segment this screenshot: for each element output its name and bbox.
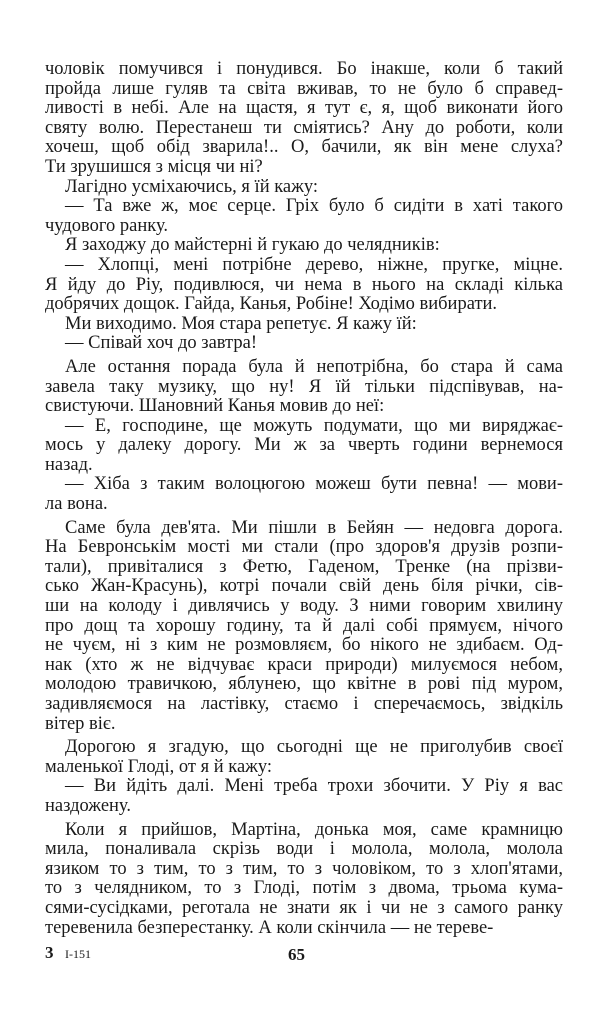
text-line: ливості в небі. Але на щастя, я тут є, я, щоб виконати його (45, 98, 563, 119)
text-line: Ми виходимо. Моя стара репетує. Я кажу їй: (65, 313, 417, 334)
text-line: ла вона. (45, 494, 108, 515)
paragraph (45, 417, 563, 476)
text-line: Коли я прийшов, Мартіна, донька моя, саме крамницю (65, 819, 563, 840)
signature-mark: 3 (45, 943, 54, 962)
paragraph (45, 315, 563, 335)
text-line: теревенила безперестанку. А коли скінчила — не тереве- (45, 917, 494, 938)
text-line: задивляємося на ластівку, стаємо і сперечаємось, звідкіль (45, 694, 563, 714)
text-line: святу волю. Перестанеш ти сміятись? Ану до роботи, коли (45, 117, 563, 138)
text-line: чудового ранку. (45, 215, 169, 236)
text-line: Ти зрушишся з місця чи ні? (45, 156, 263, 177)
text-line: то з челядником, то з Глоді, потім з двома, трьома кума- (45, 878, 563, 899)
text-line: чоловік помучився і понудився. Бо інакше, коли б такий (45, 59, 563, 79)
text-line: Я заходжу до майстерні й гукаю до челядників: (65, 235, 440, 256)
text-line: — Ви йдіть далі. Мені треба трохи збочити. У Ріу я вас (65, 776, 563, 797)
page-footer (45, 943, 563, 967)
text-line: молодою травичкою, яблунею, що квітне в рові під муром, (45, 674, 563, 695)
text-line: Я йду до Ріу, подивлюся, чи нема в нього на складі кілька (45, 274, 563, 295)
text-line: про дощ та хорошу годину, та й далі собі прямуєм, нічого (45, 615, 563, 636)
text-line: вітер віє. (45, 713, 116, 734)
text-line: ши на колоду і дивлячись у воду. З ними говорим хвилину (45, 596, 563, 617)
print-code: I-151 (65, 947, 91, 961)
paragraph (45, 777, 563, 816)
text-line: добрячих дощок. Гайда, Канья, Робіне! Ходімо вибирати. (45, 294, 498, 315)
paragraph (45, 178, 563, 198)
text-line: Дорогою я згадую, що сьогодні ще не приголубив своєї (65, 737, 563, 758)
text-line: — Та вже ж, моє серце. Гріх було б сидіти в хаті такого (65, 196, 563, 217)
text-line: Лагідно усміхаючись, я їй кажу: (65, 176, 319, 197)
text-line: — Співай хоч до завтра! (65, 333, 257, 354)
text-line: язиком то з тим, то з тим, то з чоловіком, то з хлоп'ятами, (45, 858, 563, 879)
text-line: не чуєм, ні з ким не розмовляєм, бо нікого не здибаєм. Од- (45, 635, 563, 656)
text-line: мось у далеку дорогу. Ми ж за чверть години вернемося (45, 435, 563, 456)
paragraph (45, 236, 563, 256)
text-line: тали), привіталися з Фетю, Гаденом, Тренке (на прізви- (45, 556, 563, 577)
paragraph (45, 821, 563, 939)
text-line: маленької Глоді, от я й кажу: (45, 756, 273, 777)
text-line: Саме була дев'ята. Ми пішли в Бейян — недовга дорога. (65, 517, 563, 538)
text-line: нак (хто ж не відчуває краси природи) милуємося небом, (45, 654, 563, 675)
paragraph (45, 358, 563, 417)
text-line: свистуючи. Шановний Канья мовив до неї: (45, 396, 385, 417)
paragraph (45, 475, 563, 514)
text-line: наздожену. (45, 795, 131, 816)
text-line: — Е, господине, ще можуть подумати, що ми виряджає- (65, 415, 563, 436)
page-number: 65 (288, 945, 305, 964)
text-line: завела таку музику, що ну! Я їй тільки підспівував, на- (45, 376, 563, 397)
text-line: Але остання порада була й непотрібна, бо стара й сама (65, 356, 563, 377)
text-line: назад. (45, 454, 93, 475)
text-line: сями-сусідками, реготала не знати як і чи не з самого ранку (45, 897, 563, 918)
text-line: хочеш, щоб обід зварила!.. О, бачили, як він мене слуха? (45, 137, 563, 158)
paragraph (45, 738, 563, 777)
text-line: — Хіба з таким волоцюгою можеш бути певна! — мови- (65, 474, 563, 495)
paragraph (45, 334, 563, 354)
text-line: сько Жан-Красунь), котрі почали свій день біля річки, сів- (45, 576, 563, 597)
text-line: мила, поналивала скрізь води і молола, молола, молола (45, 839, 563, 860)
paragraph (45, 197, 563, 236)
paragraph (45, 519, 563, 735)
text-line: На Бевронськім мості ми стали (про здоров'я друзів розпи- (45, 537, 563, 558)
text-line: — Хлопці, мені потрібне дерево, ніжне, пругке, міцне. (65, 254, 563, 275)
paragraph (45, 256, 563, 315)
page-body-text (45, 60, 563, 938)
paragraph (45, 60, 563, 178)
text-line: пройда лише гуляв та світа вживав, то не було б справед- (45, 78, 563, 99)
